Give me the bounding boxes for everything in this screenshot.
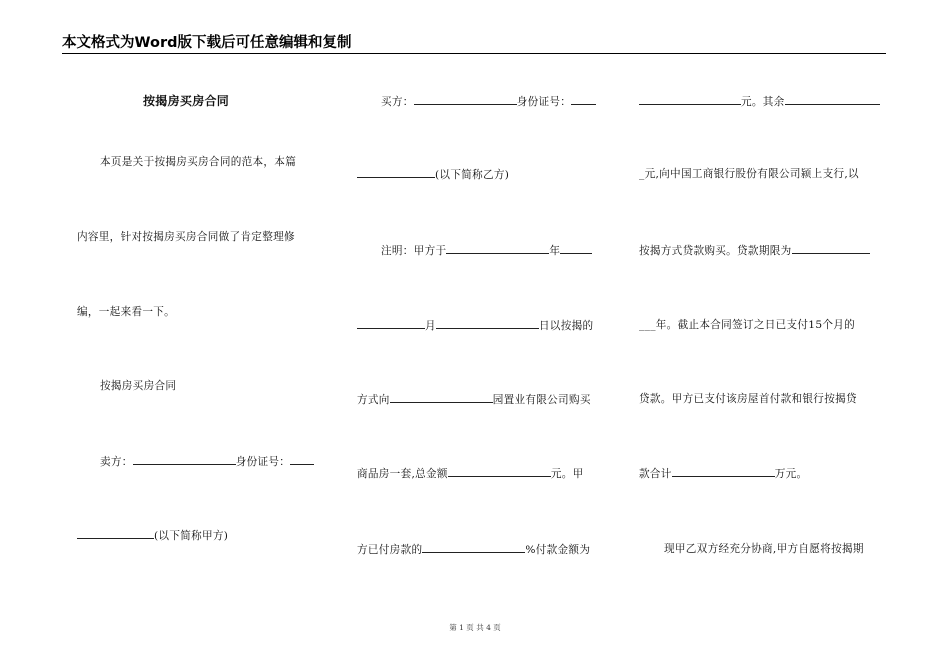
total-label: 款合计 — [639, 468, 672, 480]
day-blank — [436, 318, 539, 329]
party-a-label: (以下简称甲方) — [154, 530, 229, 542]
paid-label: 方已付房款的 — [357, 544, 423, 556]
contract-subtitle: 按揭房买房合同 — [100, 380, 177, 392]
total-line — [639, 466, 807, 481]
total-amount-blank — [448, 466, 551, 477]
intro-line-1: 本页是关于按揭房买房合同的范本，本篇 — [100, 156, 297, 168]
party-a-line — [77, 528, 228, 543]
paid-text: %付款金额为 — [525, 544, 591, 556]
party-b-label: (以下简称乙方) — [435, 169, 510, 181]
company-blank — [390, 392, 493, 403]
company-text: 园置业有限公司购买 — [492, 394, 591, 406]
seller-line — [100, 454, 314, 469]
intro-line-2: 内容里，针对按揭房买房合同做了肯定整理修 — [77, 231, 295, 243]
total-text: 万元。 — [774, 468, 808, 480]
buyer-label: 买方： — [381, 96, 414, 108]
note-label: 注明：甲方于 — [381, 245, 447, 257]
year-line: ___年。截止本合同签订之日已支付15个月的 — [639, 319, 856, 331]
buyer-id-blank — [571, 94, 596, 105]
way-label: 方式向 — [357, 394, 390, 406]
percent-blank — [422, 542, 525, 553]
page-footer: 第 1 页 共 4 页 — [449, 623, 501, 632]
day-text: 日以按揭的 — [538, 320, 594, 332]
total-blank — [672, 466, 775, 477]
note-line — [381, 243, 592, 258]
contract-title: 按揭房买房合同 — [143, 94, 230, 108]
buyer-name-blank — [414, 94, 517, 105]
intro-line-3: 编，一起来看一下。 — [77, 306, 176, 318]
loan-text: 按揭方式贷款购买。贷款期限为 — [639, 245, 792, 257]
seller-id-blank — [290, 454, 314, 465]
rest-text: 元。其余 — [741, 96, 785, 108]
loan-paid-line: 贷款。甲方已支付该房屋首付款和银行按揭贷 — [639, 393, 857, 405]
amount-blank — [639, 94, 741, 105]
seller-name-blank — [133, 454, 236, 465]
bank-line: _元,向中国工商银行股份有限公司颍上支行,以 — [639, 168, 859, 180]
paid-line — [357, 542, 590, 557]
year-label: 年 — [549, 245, 561, 257]
seller-label: 卖方： — [100, 456, 133, 468]
way-line — [357, 392, 591, 407]
negotiate-line: 现甲乙双方经充分协商,甲方自愿将按揭期 — [664, 543, 864, 555]
house-line — [357, 466, 584, 481]
party-a-blank — [77, 528, 154, 539]
buyer-line — [381, 94, 596, 109]
month-label: 月 — [425, 320, 436, 332]
date-line — [357, 318, 593, 333]
buyer-id-label: 身份证号： — [516, 96, 572, 108]
loan-term-blank — [792, 243, 870, 254]
rest-blank — [785, 94, 880, 105]
month-blank — [357, 318, 425, 329]
party-b-line — [357, 167, 509, 182]
party-b-blank — [357, 167, 435, 178]
loan-line — [639, 243, 870, 258]
house-text: 元。甲 — [550, 468, 584, 480]
rest-line — [639, 94, 880, 109]
note-month-blank — [560, 243, 592, 254]
seller-id-label: 身份证号： — [235, 456, 291, 468]
house-label: 商品房一套,总金额 — [357, 468, 448, 480]
document-banner: 本文格式为Word版下载后可任意编辑和复制 — [62, 34, 886, 54]
note-year-blank — [446, 243, 549, 254]
